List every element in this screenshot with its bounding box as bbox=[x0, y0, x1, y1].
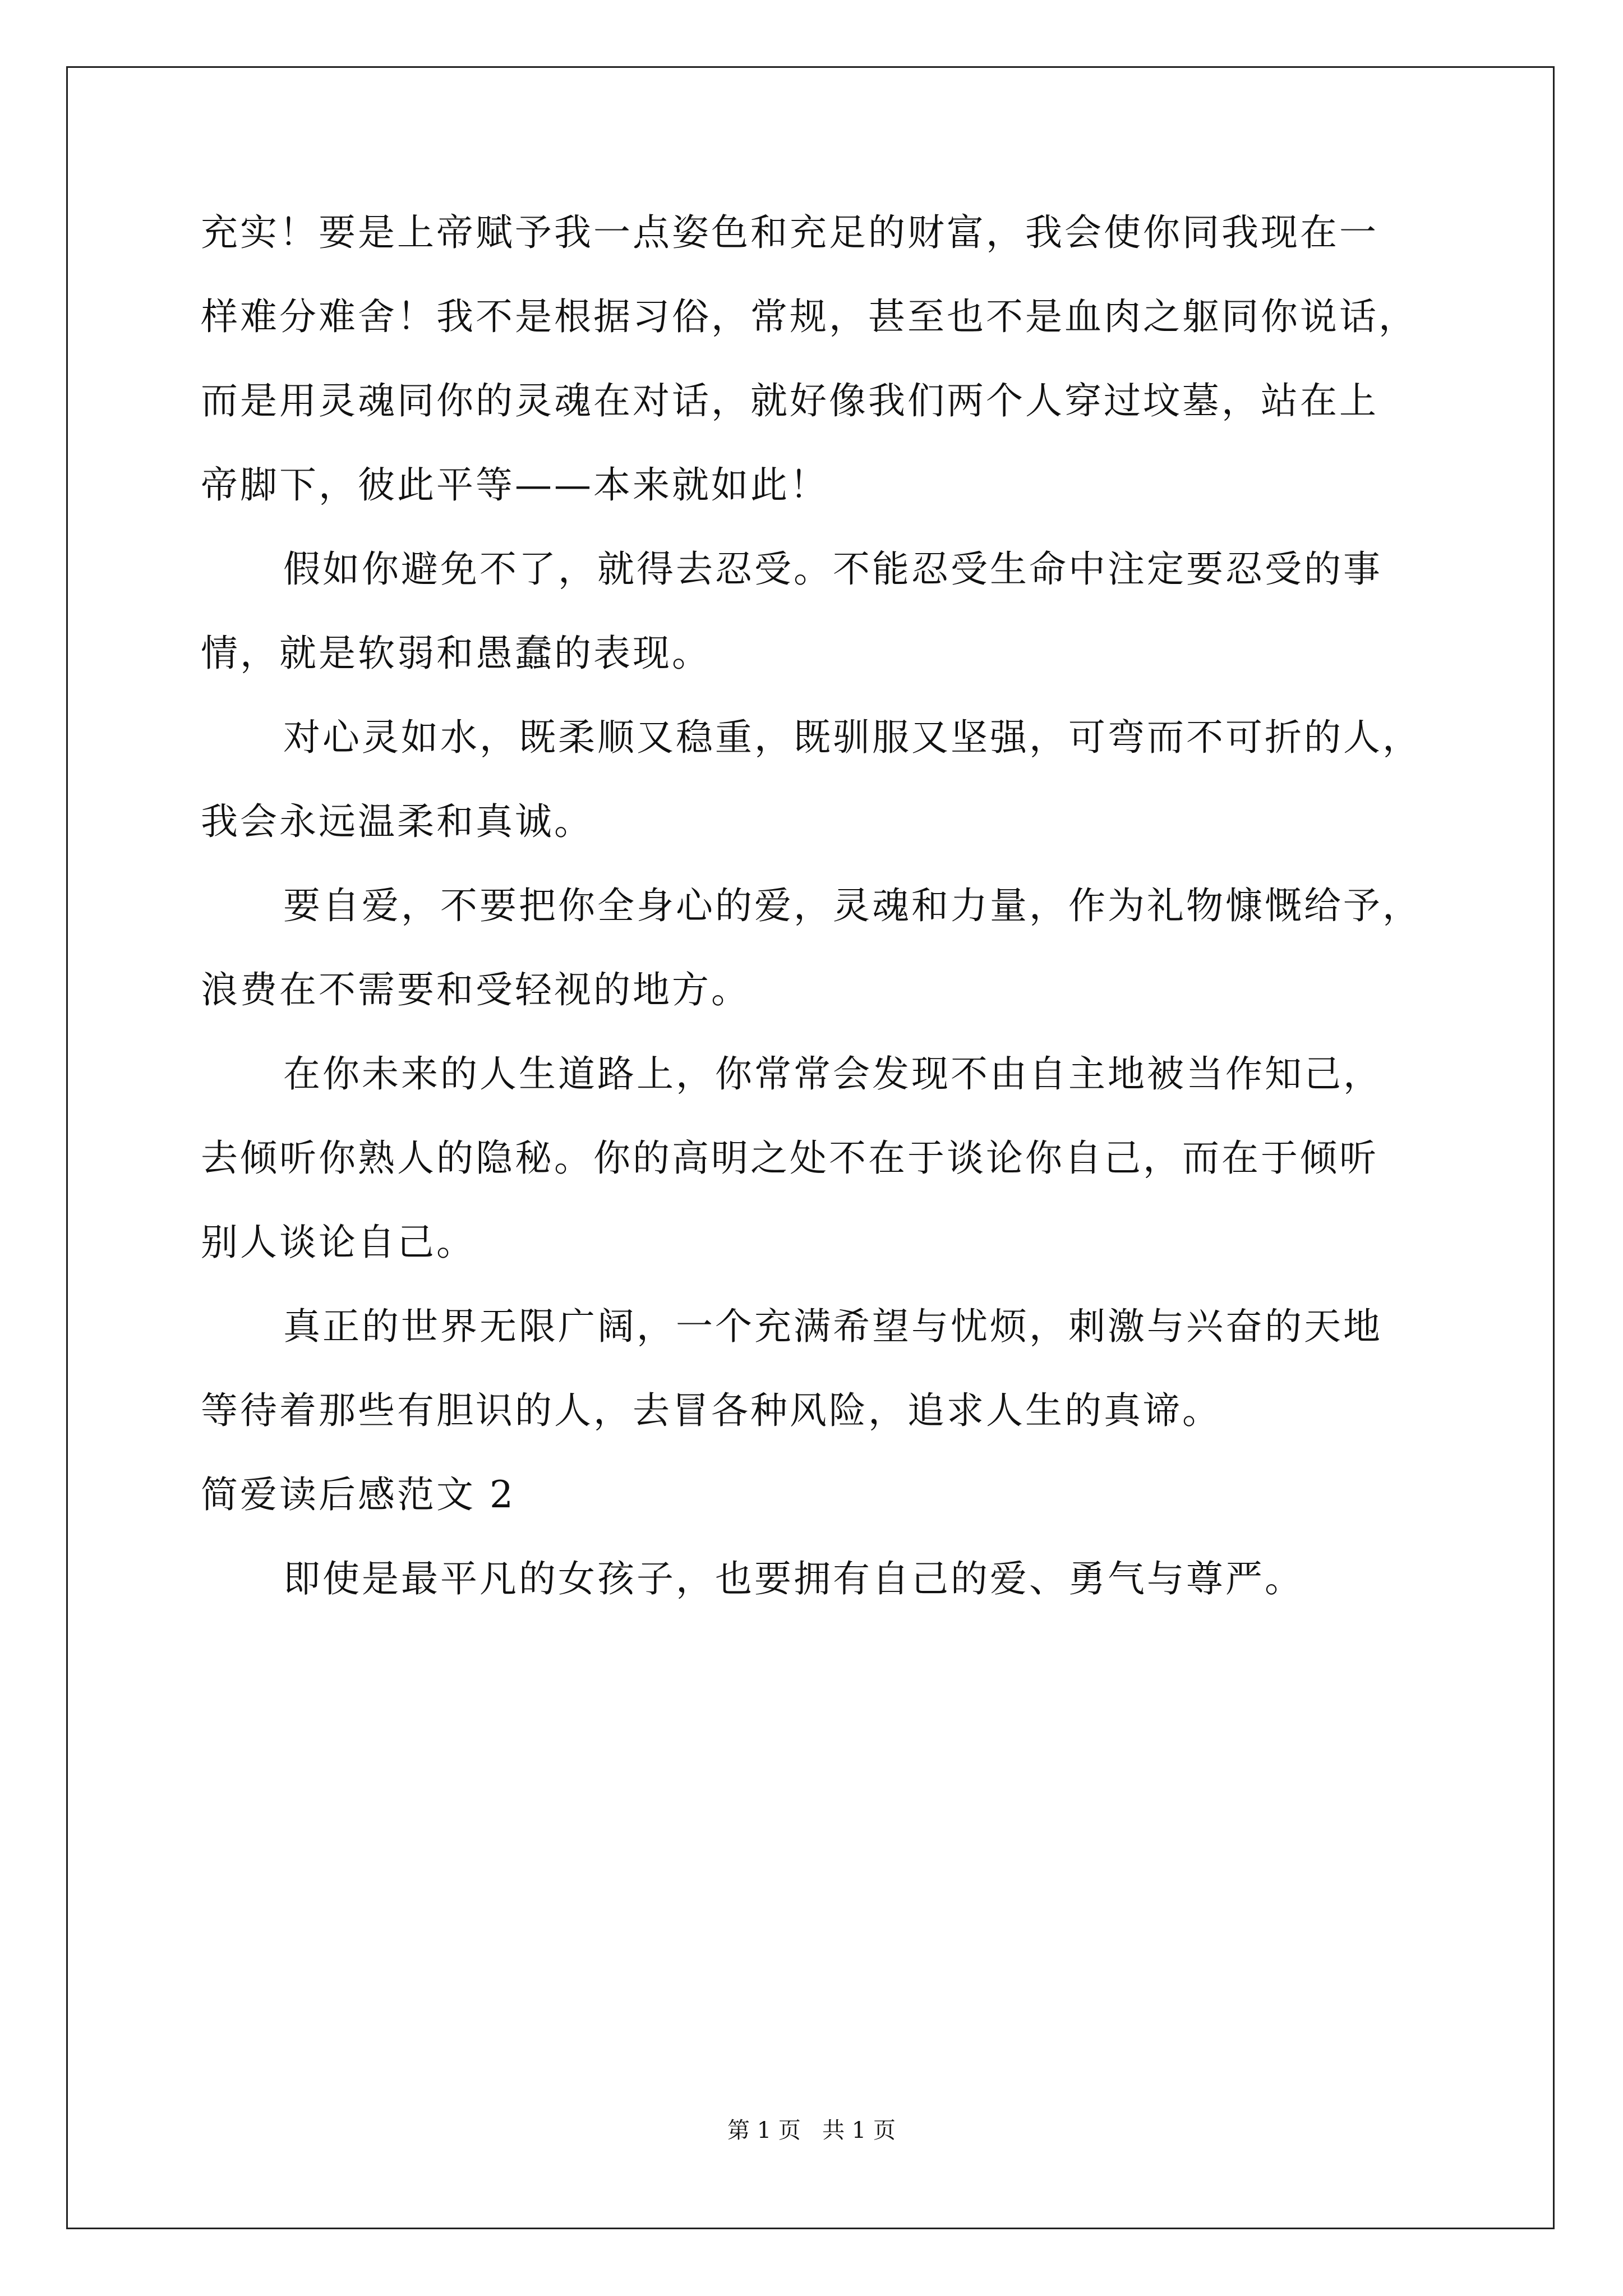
paragraph-first-line: 真正的世界无限广阔，一个充满希望与忧烦，刺激与兴奋的天地 bbox=[283, 1305, 1382, 1348]
paragraph-first-line: 在你未来的人生道路上，你常常会发现不由自主地被当作知己， bbox=[283, 1052, 1382, 1096]
page-number-footer: 第 1 页 共 1 页 bbox=[727, 2118, 896, 2143]
text-line: 而是用灵魂同你的灵魂在对话，就好像我们两个人穿过坟墓，站在上 bbox=[201, 379, 1378, 422]
paragraph-first-line: 对心灵如水，既柔顺又稳重，既驯服又坚强，可弯而不可折的人， bbox=[283, 716, 1422, 759]
paragraph-first-line: 即使是最平凡的女孩子，也要拥有自己的爱、勇气与尊严。 bbox=[283, 1557, 1304, 1600]
section-heading: 简爱读后感范文 2 bbox=[201, 1473, 515, 1516]
text-line: 去倾听你熟人的隐秘。你的高明之处不在于谈论你自己，而在于倾听 bbox=[201, 1137, 1378, 1180]
text-line: 我会永远温柔和真诚。 bbox=[201, 800, 593, 843]
text-line: 帝脚下，彼此平等——本来就如此！ bbox=[201, 463, 829, 507]
paragraph-first-line: 假如你避免不了，就得去忍受。不能忍受生命中注定要忍受的事 bbox=[283, 547, 1382, 591]
text-line: 样难分难舍！我不是根据习俗，常规，甚至也不是血肉之躯同你说话， bbox=[201, 295, 1418, 338]
paragraph-first-line: 要自爱，不要把你全身心的爱，灵魂和力量，作为礼物慷慨给予， bbox=[283, 884, 1422, 927]
text-line: 别人谈论自己。 bbox=[201, 1221, 476, 1264]
text-line: 充实！要是上帝赋予我一点姿色和充足的财富，我会使你同我现在一 bbox=[201, 211, 1378, 254]
text-line: 浪费在不需要和受轻视的地方。 bbox=[201, 968, 750, 1011]
text-line: 等待着那些有胆识的人，去冒各种风险，追求人生的真谛。 bbox=[201, 1389, 1221, 1432]
text-line: 情，就是软弱和愚蠢的表现。 bbox=[201, 632, 711, 675]
